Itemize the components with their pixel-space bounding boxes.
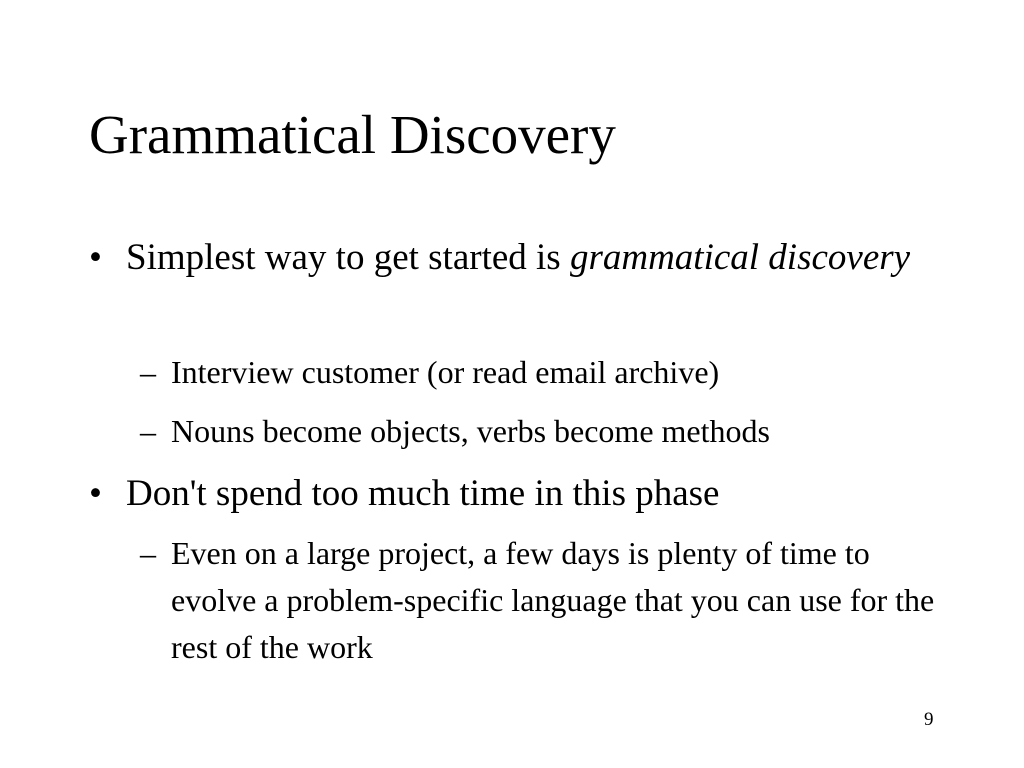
dash-marker: – [140,413,156,449]
bullet-text-emphasis: grammatical discovery [569,237,911,278]
sub-bullet-item [140,408,940,455]
sub-bullet-item [140,530,940,671]
bullet-text-plain: Simplest way to get started is [126,237,570,278]
sub-bullet-item [140,349,940,396]
slide-title: Grammatical Discovery [89,104,616,165]
bullet-item [89,233,949,283]
bullet-text [126,233,949,283]
sub-bullet-text: Even on a large project, a few days is plenty of time to evolve a problem-specific language that you can use for the rest of the work [171,535,935,665]
bullet-marker: • [89,237,102,278]
dash-marker: – [140,354,156,390]
dash-marker: – [140,535,156,571]
sub-bullet-text: Nouns become objects, verbs become methods [171,413,770,449]
page-number: 9 [924,709,934,730]
bullet-item [89,469,949,519]
sub-bullet-text: Interview customer (or read email archive) [171,354,720,390]
bullet-text: Don't spend too much time in this phase [126,473,720,514]
bullet-marker: • [89,473,102,514]
